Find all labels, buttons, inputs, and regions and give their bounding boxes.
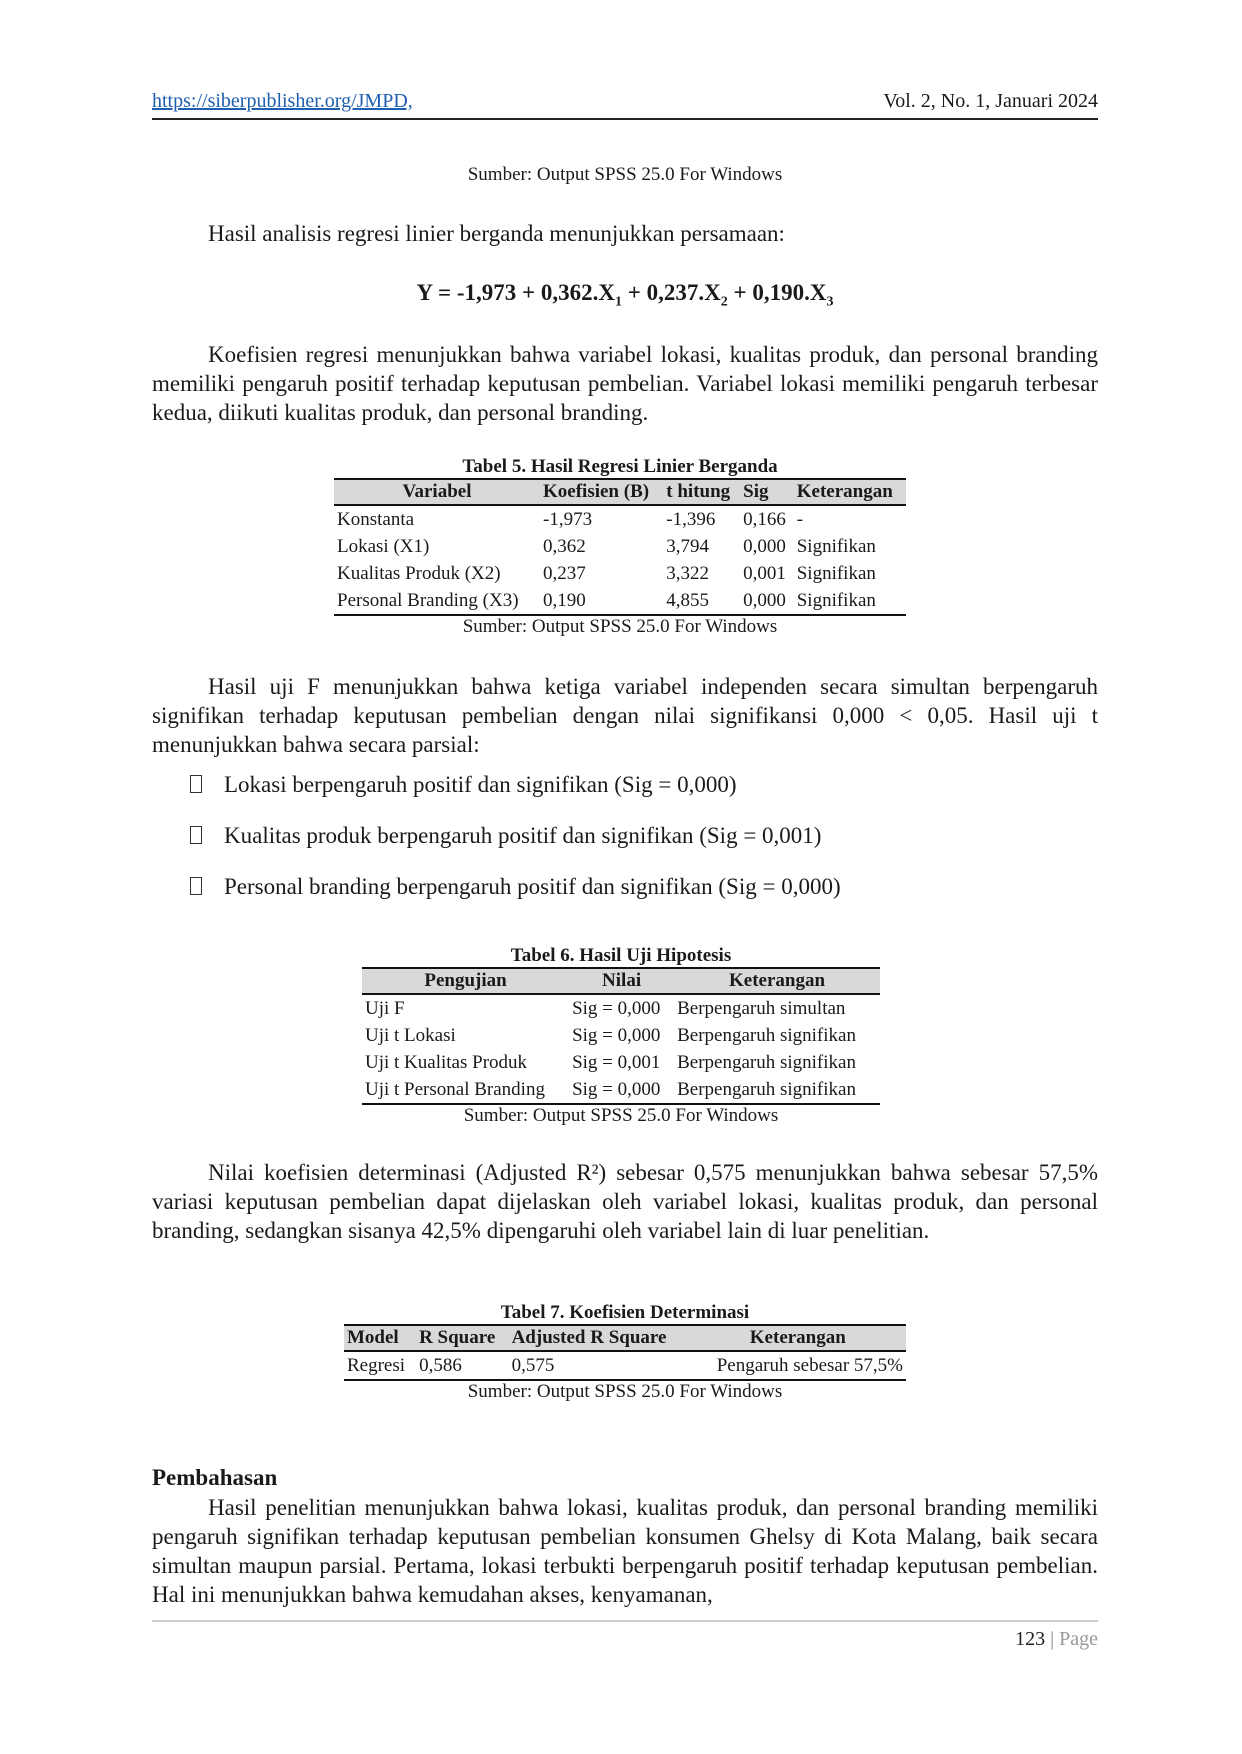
table-cell: Konstanta bbox=[337, 508, 415, 530]
volume-info: Vol. 2, No. 1, Januari 2024 bbox=[883, 90, 1098, 112]
table-cell: Lokasi (X1) bbox=[337, 535, 430, 557]
section-heading: Pembahasan bbox=[152, 1465, 278, 1490]
table-header-row bbox=[344, 1325, 906, 1351]
table-cell: 0,586 bbox=[416, 1351, 509, 1380]
col-header: Sig bbox=[740, 479, 794, 505]
table-row bbox=[334, 587, 906, 615]
table-5-source: Sumber: Output SPSS 25.0 For Windows bbox=[462, 616, 778, 637]
table-6-source: Sumber: Output SPSS 25.0 For Windows bbox=[463, 1105, 779, 1126]
table-cell: Uji F bbox=[365, 997, 405, 1019]
page-number: 123 | Page bbox=[1015, 1628, 1098, 1650]
table-row bbox=[362, 994, 880, 1022]
coefficient-paragraph: Koefisien regresi menunjukkan bahwa variabel lokasi, kualitas produk, dan personal branding memiliki pengaruh positif terhadap keputusan pembelian. Variabel lokasi memiliki pengaruh terbesar kedua, diikuti kualitas produk, dan personal branding. bbox=[152, 342, 1098, 425]
uji-paragraph: Hasil uji F menunjukkan bahwa ketiga variabel independen secara simultan berpengaruh signifikan terhadap keputusan pembelian dengan nilai signifikansi 0,000 < 0,05. Hasil uji t menunjukkan bahwa secara parsial: bbox=[152, 674, 1098, 757]
table-cell: Uji t Kualitas Produk bbox=[365, 1051, 528, 1073]
col-header: Keterangan bbox=[674, 968, 880, 994]
table-row bbox=[344, 1351, 906, 1380]
table-header-row bbox=[362, 968, 880, 994]
table-cell: Berpengaruh signifikan bbox=[674, 1076, 880, 1104]
table-header-row bbox=[334, 479, 906, 505]
intro-paragraph: Hasil analisis regresi linier berganda menunjukkan persamaan: bbox=[208, 221, 785, 246]
table-cell: 0,166 bbox=[743, 508, 786, 530]
table-row bbox=[334, 560, 906, 587]
bullet-box-icon bbox=[190, 775, 202, 793]
table-cell: Signifikan bbox=[794, 587, 906, 615]
table-row bbox=[362, 1022, 880, 1049]
col-header: Variabel bbox=[334, 479, 540, 505]
running-header bbox=[152, 88, 1098, 120]
table-cell: 0,000 bbox=[740, 587, 794, 615]
table-cell: Pengaruh sebesar 57,5% bbox=[690, 1351, 906, 1380]
col-header: Keterangan bbox=[794, 479, 906, 505]
table-cell: Regresi bbox=[344, 1351, 416, 1380]
table-row bbox=[334, 533, 906, 560]
table-cell: 0,362 bbox=[543, 535, 586, 557]
table-cell: Berpengaruh signifikan bbox=[677, 1024, 856, 1046]
col-header: Model bbox=[344, 1325, 416, 1351]
table-cell: Sig = 0,000 bbox=[572, 1024, 661, 1046]
source-note-top: Sumber: Output SPSS 25.0 For Windows bbox=[467, 164, 783, 185]
table-cell: Uji t Personal Branding bbox=[362, 1076, 569, 1104]
table-7 bbox=[344, 1302, 906, 1403]
table-cell: 0,575 bbox=[509, 1351, 690, 1380]
table-cell: Sig = 0,000 bbox=[572, 997, 661, 1019]
table-5-caption: Tabel 5. Hasil Regresi Linier Berganda bbox=[462, 456, 778, 477]
col-header: Keterangan bbox=[690, 1325, 906, 1351]
bullet-box-icon bbox=[190, 826, 202, 844]
regression-equation: $Y = -1,973 + 0,362.X_1 + 0,237.X_2 + 0,190.X_3$ bbox=[416, 280, 834, 310]
table-cell: Personal Branding (X3) bbox=[334, 587, 540, 615]
table-cell: Berpengaruh signifikan bbox=[677, 1051, 856, 1073]
table-cell: Kualitas Produk (X2) bbox=[337, 562, 501, 584]
table-row bbox=[334, 505, 906, 533]
discussion-paragraph: Hasil penelitian menunjukkan bahwa lokasi, kualitas produk, dan personal branding memiliki pengaruh signifikan terhadap keputusan pembelian konsumen Ghelsy di Kota Malang, baik secara simultan maupun parsial. Pertama, lokasi terbukti berpengaruh positif terhadap keputusan pembelian. Hal ini menunjukkan bahwa kemudahan akses, kenyamanan, bbox=[152, 1495, 1098, 1607]
table-7-caption: Tabel 7. Koefisien Determinasi bbox=[500, 1302, 750, 1323]
table-5 bbox=[334, 456, 906, 638]
table-6-caption: Tabel 6. Hasil Uji Hipotesis bbox=[510, 945, 732, 966]
table-cell: Sig = 0,001 bbox=[572, 1051, 661, 1073]
list-item: Personal branding berpengaruh positif dan signifikan (Sig = 0,000) bbox=[190, 874, 841, 904]
journal-link[interactable]: https://siberpublisher.org/JMPD, bbox=[152, 90, 413, 112]
table-7-source: Sumber: Output SPSS 25.0 For Windows bbox=[467, 1381, 783, 1402]
col-header: t hitung bbox=[663, 479, 740, 505]
table-cell: Sig = 0,000 bbox=[569, 1076, 674, 1104]
col-header: Koefisien (B) bbox=[540, 479, 663, 505]
table-row bbox=[362, 1076, 880, 1104]
table-cell: - bbox=[796, 508, 804, 530]
table-cell: 0,000 bbox=[743, 535, 786, 557]
col-header: Adjusted R Square bbox=[509, 1325, 690, 1351]
table-cell: Berpengaruh simultan bbox=[677, 997, 846, 1019]
table-cell: -1,973 bbox=[543, 508, 593, 530]
col-header: Pengujian bbox=[362, 968, 569, 994]
table-cell: 0,190 bbox=[540, 587, 663, 615]
table-6 bbox=[362, 945, 880, 1127]
table-cell: 0,001 bbox=[743, 562, 786, 584]
table-6-grid bbox=[362, 967, 880, 1105]
table-7-grid bbox=[344, 1324, 906, 1381]
bullet-box-icon bbox=[190, 877, 202, 895]
table-cell: -1,396 bbox=[666, 508, 716, 530]
table-cell: 3,322 bbox=[666, 562, 710, 584]
table-cell: Signifikan bbox=[796, 535, 876, 557]
document-page bbox=[152, 0, 1098, 1754]
col-header: R Square bbox=[416, 1325, 509, 1351]
table-5-grid bbox=[334, 478, 906, 616]
table-cell: 3,794 bbox=[666, 535, 710, 557]
table-cell: Uji t Lokasi bbox=[365, 1024, 456, 1046]
table-cell: 0,237 bbox=[543, 562, 586, 584]
page-footer bbox=[152, 1620, 1098, 1662]
list-item: Lokasi berpengaruh positif dan signifikan (Sig = 0,000) bbox=[190, 772, 737, 802]
determination-paragraph: Nilai koefisien determinasi (Adjusted R²) sebesar 0,575 menunjukkan bahwa sebesar 57,5% variasi keputusan pembelian dapat dijelaskan oleh variabel lokasi, kualitas produk, dan personal branding, sedangkan sisanya 42,5% dipengaruhi oleh variabel lain di luar penelitian. bbox=[152, 1160, 1098, 1243]
col-header: Nilai bbox=[569, 968, 674, 994]
table-cell: Signifikan bbox=[796, 562, 876, 584]
table-row bbox=[362, 1049, 880, 1076]
table-cell: 4,855 bbox=[663, 587, 740, 615]
list-item: Kualitas produk berpengaruh positif dan signifikan (Sig = 0,001) bbox=[190, 823, 821, 853]
